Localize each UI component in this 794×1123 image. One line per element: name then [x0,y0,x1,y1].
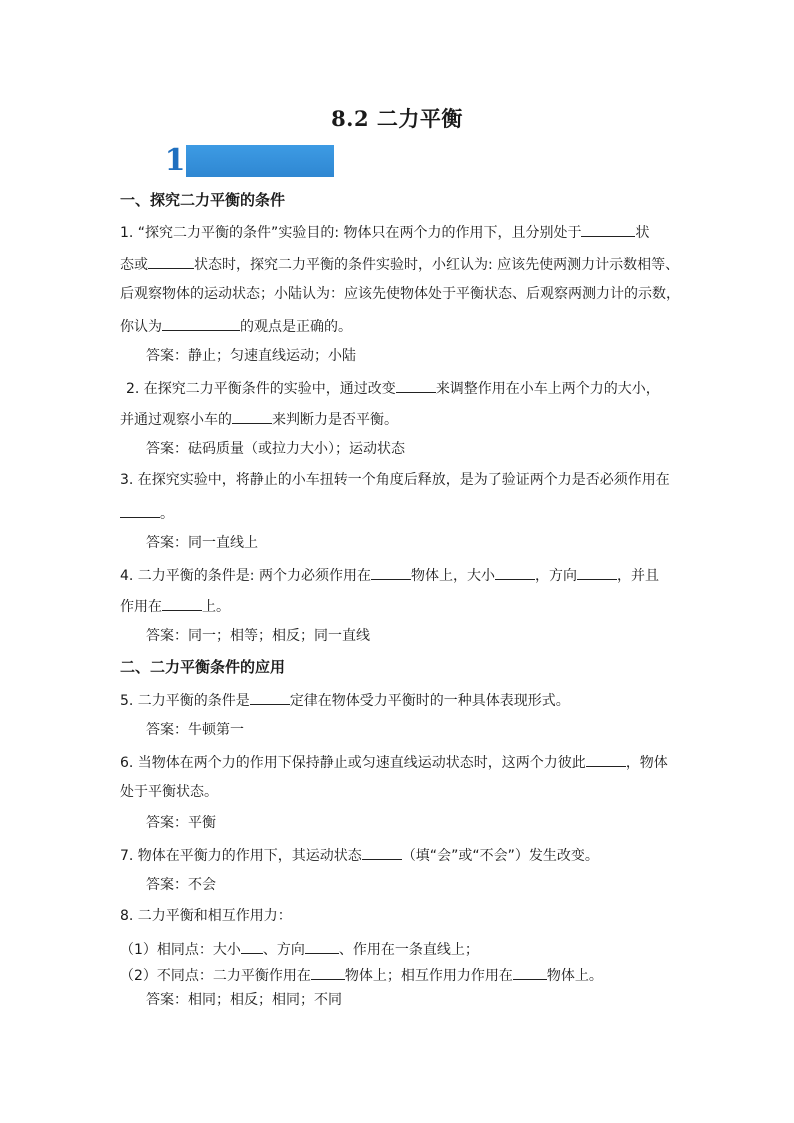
q4-text-f: 上。 [202,599,230,615]
blank [162,596,202,611]
q8-text-e: 物体上；相互作用力作用在 [344,968,513,984]
q7-answer: 答案：不会 [146,877,216,893]
q2-text-d: 来判断力是否平衡。 [272,412,398,428]
q4-text-a: 4. 二力平衡的条件是: 两个力必须作用在 [120,568,371,584]
blank [162,316,240,331]
q5-answer: 答案：牛顿第一 [146,722,244,738]
q8-line-1: 8. 二力平衡和相互作用力： [120,908,292,924]
blank [371,565,411,580]
q2-line-2 [120,409,398,429]
blank [396,378,436,393]
q7-line-1 [120,845,599,865]
q1-text-f: 的观点是正确的。 [240,319,352,335]
q1-line-4 [120,316,352,336]
q6-line-1 [120,752,668,772]
blank [148,254,194,269]
q3-text-b: 。 [160,506,174,522]
q6-text-a: 6. 当物体在两个力的作用下保持静止或匀速直线运动状态时，这两个力彼此 [120,755,586,771]
blank [577,565,617,580]
q2-text-b: 来调整作用在小车上两个力的大小， [435,381,660,397]
q4-line-1 [120,565,659,585]
q1-line-2 [120,254,679,274]
q4-text-c: ，方向 [534,568,577,584]
q1-text-e: 你认为 [120,319,162,335]
q7-text-b: （填“会”或“不会”）发生改变。 [401,848,599,864]
blank [586,752,626,767]
q5-text-a: 5. 二力平衡的条件是 [120,693,250,709]
q1-text-c: 态或 [120,257,148,273]
q8-line-3 [120,965,603,985]
blank [581,222,635,237]
q4-text-d: ，并且 [616,568,659,584]
q3-line-1: 3. 在探究实验中，将静止的小车扭转一个角度后释放，是为了验证两个力是否必须作用在 [120,472,670,488]
q8-text-f: 物体上。 [546,968,603,984]
blank [250,690,290,705]
banner-bar [186,145,334,177]
blank [241,939,263,954]
q3-line-2 [120,503,174,523]
q4-line-2 [120,596,230,616]
q2-text-a: 2. 在探究二力平衡条件的实验中，通过改变 [126,381,396,397]
q1-line-1 [120,222,649,242]
q1-text-d: 状态时，探究二力平衡的条件实验时，小红认为: 应该先使两测力计示数相等、 [194,257,680,273]
q7-text-a: 7. 物体在平衡力的作用下，其运动状态 [120,848,362,864]
q5-line-1 [120,690,570,710]
q8-text-a: （1）相同点：大小 [120,942,241,958]
q5-text-b: 定律在物体受力平衡时的一种具体表现形式。 [289,693,570,709]
blank [120,503,160,518]
q4-text-e: 作用在 [120,599,162,615]
q1-answer: 答案：静止；匀速直线运动；小陆 [146,348,356,364]
q4-text-b: 物体上，大小 [410,568,495,584]
q4-answer: 答案：同一；相等；相反；同一直线 [146,628,370,644]
q8-line-2 [120,939,479,959]
q8-answer: 答案：相同；相反；相同；不同 [146,992,342,1008]
q6-text-b: ，物体 [625,755,668,771]
section-heading-2: 二、二力平衡条件的应用 [120,658,286,676]
blank [513,965,547,980]
q1-line-3: 后观察物体的运动状态；小陆认为：应该先使物体处于平衡状态、后观察两测力计的示数， [120,286,680,302]
q3-answer: 答案：同一直线上 [146,535,258,551]
q8-text-b: 、方向 [262,942,305,958]
blank [232,409,272,424]
banner-number: 1 [164,143,186,178]
q2-text-c: 并通过观察小车的 [120,412,232,428]
blank [305,939,339,954]
blank [495,565,535,580]
q8-text-c: 、作用在一条直线上； [338,942,479,958]
page-title: 8.2 二力平衡 [331,106,463,131]
q6-line-2: 处于平衡状态。 [120,784,218,800]
q6-answer: 答案：平衡 [146,815,216,831]
section-heading-1: 一、探究二力平衡的条件 [120,191,286,209]
blank [362,845,402,860]
q1-text-a: 1. “探究二力平衡的条件”实验目的: 物体只在两个力的作用下，且分别处于 [120,225,582,241]
q2-answer: 答案：砝码质量（或拉力大小）；运动状态 [146,441,405,457]
q2-line-1 [126,378,660,398]
q1-text-b: 状 [635,225,650,241]
blank [311,965,345,980]
q8-text-d: （2）不同点：二力平衡作用在 [120,968,311,984]
section-banner [162,145,334,177]
